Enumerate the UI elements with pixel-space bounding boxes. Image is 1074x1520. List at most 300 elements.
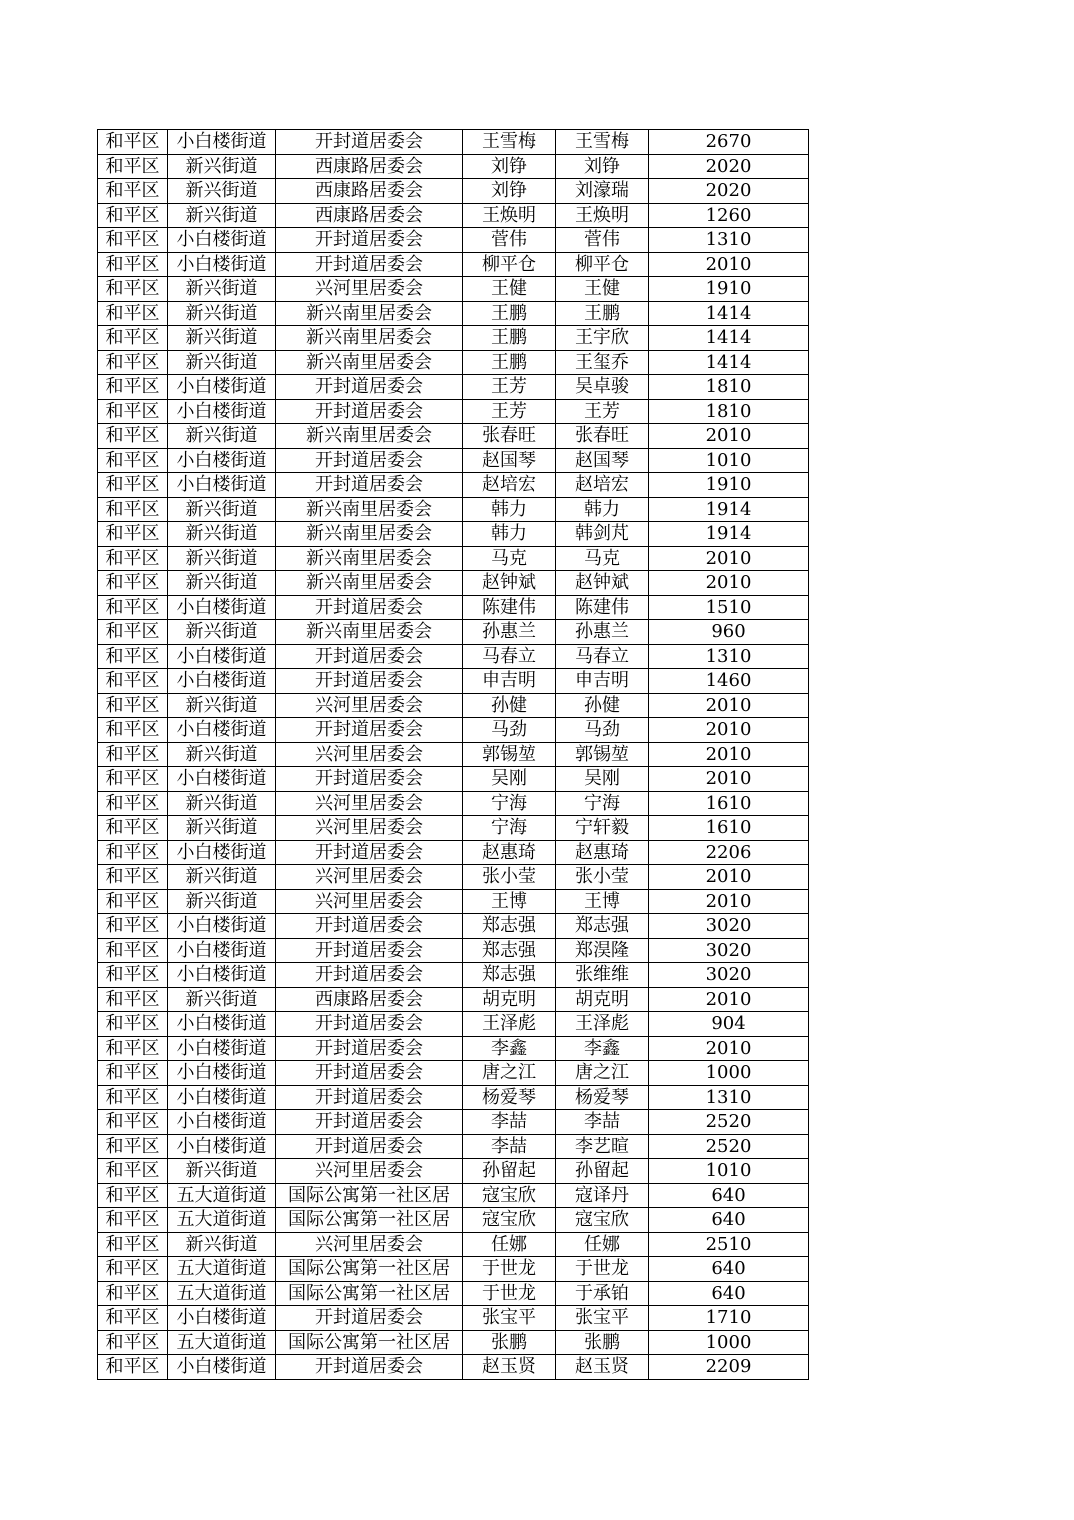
amount-cell: 1414 <box>649 350 809 375</box>
street-cell: 小白楼街道 <box>168 669 276 694</box>
amount-cell: 640 <box>649 1208 809 1233</box>
committee-cell: 开封道居委会 <box>276 399 463 424</box>
applicant-cell: 于世龙 <box>463 1281 556 1306</box>
street-cell: 小白楼街道 <box>168 375 276 400</box>
member-cell: 韩剑芃 <box>556 522 649 547</box>
applicant-cell: 宁海 <box>463 816 556 841</box>
district-cell: 和平区 <box>98 693 168 718</box>
member-cell: 马劲 <box>556 718 649 743</box>
committee-cell: 新兴南里居委会 <box>276 571 463 596</box>
amount-cell: 2520 <box>649 1110 809 1135</box>
street-cell: 新兴街道 <box>168 522 276 547</box>
district-cell: 和平区 <box>98 1281 168 1306</box>
district-cell: 和平区 <box>98 595 168 620</box>
street-cell: 小白楼街道 <box>168 1036 276 1061</box>
table-row <box>98 1281 809 1306</box>
street-cell: 小白楼街道 <box>168 448 276 473</box>
district-cell: 和平区 <box>98 718 168 743</box>
committee-cell: 新兴南里居委会 <box>276 620 463 645</box>
applicant-cell: 韩力 <box>463 522 556 547</box>
amount-cell: 2010 <box>649 1036 809 1061</box>
committee-cell: 新兴南里居委会 <box>276 497 463 522</box>
amount-cell: 2010 <box>649 571 809 596</box>
table-row <box>98 571 809 596</box>
table-row <box>98 228 809 253</box>
amount-cell: 2010 <box>649 742 809 767</box>
committee-cell: 兴河里居委会 <box>276 742 463 767</box>
member-cell: 王鹏 <box>556 301 649 326</box>
table-row <box>98 620 809 645</box>
amount-cell: 960 <box>649 620 809 645</box>
street-cell: 小白楼街道 <box>168 399 276 424</box>
district-cell: 和平区 <box>98 1159 168 1184</box>
committee-cell: 兴河里居委会 <box>276 865 463 890</box>
table-row <box>98 1159 809 1184</box>
member-cell: 张宝平 <box>556 1306 649 1331</box>
committee-cell: 开封道居委会 <box>276 375 463 400</box>
applicant-cell: 申吉明 <box>463 669 556 694</box>
street-cell: 新兴街道 <box>168 889 276 914</box>
committee-cell: 开封道居委会 <box>276 644 463 669</box>
street-cell: 新兴街道 <box>168 203 276 228</box>
committee-cell: 开封道居委会 <box>276 473 463 498</box>
street-cell: 新兴街道 <box>168 620 276 645</box>
applicant-cell: 柳平仓 <box>463 252 556 277</box>
member-cell: 宁海 <box>556 791 649 816</box>
table-row <box>98 1134 809 1159</box>
applicant-cell: 郭锡堃 <box>463 742 556 767</box>
committee-cell: 开封道居委会 <box>276 130 463 155</box>
applicant-cell: 马春立 <box>463 644 556 669</box>
applicant-cell: 张宝平 <box>463 1306 556 1331</box>
committee-cell: 兴河里居委会 <box>276 1232 463 1257</box>
committee-cell: 新兴南里居委会 <box>276 350 463 375</box>
table-row <box>98 252 809 277</box>
street-cell: 新兴街道 <box>168 742 276 767</box>
amount-cell: 1414 <box>649 326 809 351</box>
amount-cell: 1510 <box>649 595 809 620</box>
applicant-cell: 李喆 <box>463 1110 556 1135</box>
table-row <box>98 1110 809 1135</box>
street-cell: 新兴街道 <box>168 350 276 375</box>
applicant-cell: 王鹏 <box>463 301 556 326</box>
committee-cell: 开封道居委会 <box>276 718 463 743</box>
amount-cell: 1310 <box>649 644 809 669</box>
street-cell: 五大道街道 <box>168 1183 276 1208</box>
committee-cell: 开封道居委会 <box>276 1306 463 1331</box>
district-cell: 和平区 <box>98 1232 168 1257</box>
table-row <box>98 693 809 718</box>
amount-cell: 3020 <box>649 914 809 939</box>
street-cell: 小白楼街道 <box>168 963 276 988</box>
street-cell: 小白楼街道 <box>168 644 276 669</box>
member-cell: 王芳 <box>556 399 649 424</box>
amount-cell: 2020 <box>649 179 809 204</box>
amount-cell: 2670 <box>649 130 809 155</box>
table-row <box>98 1183 809 1208</box>
district-cell: 和平区 <box>98 301 168 326</box>
table-row <box>98 473 809 498</box>
committee-cell: 新兴南里居委会 <box>276 326 463 351</box>
district-cell: 和平区 <box>98 1257 168 1282</box>
amount-cell: 2020 <box>649 154 809 179</box>
district-cell: 和平区 <box>98 473 168 498</box>
committee-cell: 国际公寓第一社区居 <box>276 1208 463 1233</box>
committee-cell: 兴河里居委会 <box>276 889 463 914</box>
committee-cell: 国际公寓第一社区居 <box>276 1281 463 1306</box>
amount-cell: 2010 <box>649 889 809 914</box>
district-cell: 和平区 <box>98 767 168 792</box>
applicant-cell: 胡克明 <box>463 987 556 1012</box>
member-cell: 韩力 <box>556 497 649 522</box>
street-cell: 五大道街道 <box>168 1281 276 1306</box>
district-cell: 和平区 <box>98 130 168 155</box>
amount-cell: 1460 <box>649 669 809 694</box>
committee-cell: 新兴南里居委会 <box>276 301 463 326</box>
applicant-cell: 赵国琴 <box>463 448 556 473</box>
street-cell: 小白楼街道 <box>168 1085 276 1110</box>
member-cell: 柳平仓 <box>556 252 649 277</box>
street-cell: 小白楼街道 <box>168 718 276 743</box>
street-cell: 新兴街道 <box>168 301 276 326</box>
table-row <box>98 963 809 988</box>
applicant-cell: 王泽彪 <box>463 1012 556 1037</box>
committee-cell: 兴河里居委会 <box>276 1159 463 1184</box>
amount-cell: 1810 <box>649 399 809 424</box>
table-row <box>98 987 809 1012</box>
district-cell: 和平区 <box>98 938 168 963</box>
table-row <box>98 644 809 669</box>
committee-cell: 开封道居委会 <box>276 448 463 473</box>
table-row <box>98 277 809 302</box>
street-cell: 新兴街道 <box>168 693 276 718</box>
street-cell: 新兴街道 <box>168 277 276 302</box>
table-row <box>98 1012 809 1037</box>
street-cell: 小白楼街道 <box>168 228 276 253</box>
street-cell: 小白楼街道 <box>168 1110 276 1135</box>
amount-cell: 904 <box>649 1012 809 1037</box>
amount-cell: 1414 <box>649 301 809 326</box>
applicant-cell: 郑志强 <box>463 963 556 988</box>
district-cell: 和平区 <box>98 424 168 449</box>
committee-cell: 兴河里居委会 <box>276 816 463 841</box>
applicant-cell: 马劲 <box>463 718 556 743</box>
district-cell: 和平区 <box>98 791 168 816</box>
district-cell: 和平区 <box>98 620 168 645</box>
committee-cell: 开封道居委会 <box>276 1110 463 1135</box>
table-row <box>98 865 809 890</box>
member-cell: 赵钟斌 <box>556 571 649 596</box>
district-cell: 和平区 <box>98 840 168 865</box>
member-cell: 宁轩毅 <box>556 816 649 841</box>
district-cell: 和平区 <box>98 1110 168 1135</box>
applicant-cell: 张春旺 <box>463 424 556 449</box>
table-row <box>98 130 809 155</box>
street-cell: 小白楼街道 <box>168 1355 276 1380</box>
applicant-cell: 赵培宏 <box>463 473 556 498</box>
table-row <box>98 375 809 400</box>
street-cell: 新兴街道 <box>168 987 276 1012</box>
table-row <box>98 742 809 767</box>
district-cell: 和平区 <box>98 375 168 400</box>
district-cell: 和平区 <box>98 571 168 596</box>
amount-cell: 1610 <box>649 791 809 816</box>
applicant-cell: 菅伟 <box>463 228 556 253</box>
applicant-cell: 孙健 <box>463 693 556 718</box>
committee-cell: 开封道居委会 <box>276 963 463 988</box>
member-cell: 李艺暄 <box>556 1134 649 1159</box>
table-row <box>98 1330 809 1355</box>
committee-cell: 国际公寓第一社区居 <box>276 1183 463 1208</box>
member-cell: 郭锡堃 <box>556 742 649 767</box>
committee-cell: 兴河里居委会 <box>276 277 463 302</box>
member-cell: 王博 <box>556 889 649 914</box>
district-cell: 和平区 <box>98 963 168 988</box>
street-cell: 新兴街道 <box>168 571 276 596</box>
amount-cell: 2010 <box>649 546 809 571</box>
applicant-cell: 杨爱琴 <box>463 1085 556 1110</box>
committee-cell: 开封道居委会 <box>276 1134 463 1159</box>
applicant-cell: 郑志强 <box>463 938 556 963</box>
amount-cell: 640 <box>649 1257 809 1282</box>
district-cell: 和平区 <box>98 742 168 767</box>
amount-cell: 2206 <box>649 840 809 865</box>
amount-cell: 1010 <box>649 448 809 473</box>
member-cell: 王宇欣 <box>556 326 649 351</box>
member-cell: 郑志强 <box>556 914 649 939</box>
member-cell: 吴卓骏 <box>556 375 649 400</box>
member-cell: 赵培宏 <box>556 473 649 498</box>
applicant-cell: 陈建伟 <box>463 595 556 620</box>
member-cell: 寇宝欣 <box>556 1208 649 1233</box>
member-cell: 杨爱琴 <box>556 1085 649 1110</box>
member-cell: 孙健 <box>556 693 649 718</box>
committee-cell: 开封道居委会 <box>276 1012 463 1037</box>
member-cell: 任娜 <box>556 1232 649 1257</box>
table-row <box>98 767 809 792</box>
committee-cell: 兴河里居委会 <box>276 693 463 718</box>
district-cell: 和平区 <box>98 1355 168 1380</box>
amount-cell: 1914 <box>649 497 809 522</box>
district-cell: 和平区 <box>98 1085 168 1110</box>
table-row <box>98 889 809 914</box>
amount-cell: 1310 <box>649 228 809 253</box>
member-cell: 于承铂 <box>556 1281 649 1306</box>
committee-cell: 国际公寓第一社区居 <box>276 1330 463 1355</box>
amount-cell: 1914 <box>649 522 809 547</box>
amount-cell: 1310 <box>649 1085 809 1110</box>
committee-cell: 兴河里居委会 <box>276 791 463 816</box>
applicant-cell: 王鹏 <box>463 326 556 351</box>
member-cell: 寇译丹 <box>556 1183 649 1208</box>
committee-cell: 开封道居委会 <box>276 1061 463 1086</box>
committee-cell: 开封道居委会 <box>276 840 463 865</box>
applicant-cell: 王芳 <box>463 399 556 424</box>
amount-cell: 3020 <box>649 938 809 963</box>
amount-cell: 2010 <box>649 693 809 718</box>
committee-cell: 新兴南里居委会 <box>276 546 463 571</box>
amount-cell: 640 <box>649 1281 809 1306</box>
committee-cell: 新兴南里居委会 <box>276 424 463 449</box>
member-cell: 陈建伟 <box>556 595 649 620</box>
member-cell: 胡克明 <box>556 987 649 1012</box>
amount-cell: 2010 <box>649 252 809 277</box>
table-row <box>98 595 809 620</box>
member-cell: 孙惠兰 <box>556 620 649 645</box>
street-cell: 新兴街道 <box>168 497 276 522</box>
applicant-cell: 寇宝欣 <box>463 1183 556 1208</box>
member-cell: 张维维 <box>556 963 649 988</box>
table-row <box>98 424 809 449</box>
member-cell: 赵玉贤 <box>556 1355 649 1380</box>
applicant-cell: 宁海 <box>463 791 556 816</box>
member-cell: 王泽彪 <box>556 1012 649 1037</box>
table-row <box>98 791 809 816</box>
applicant-cell: 刘铮 <box>463 154 556 179</box>
data-table <box>97 129 809 1380</box>
committee-cell: 西康路居委会 <box>276 987 463 1012</box>
district-cell: 和平区 <box>98 179 168 204</box>
amount-cell: 640 <box>649 1183 809 1208</box>
committee-cell: 开封道居委会 <box>276 228 463 253</box>
member-cell: 王焕明 <box>556 203 649 228</box>
street-cell: 小白楼街道 <box>168 1061 276 1086</box>
district-cell: 和平区 <box>98 399 168 424</box>
member-cell: 张鹏 <box>556 1330 649 1355</box>
member-cell: 于世龙 <box>556 1257 649 1282</box>
amount-cell: 1810 <box>649 375 809 400</box>
committee-cell: 西康路居委会 <box>276 179 463 204</box>
table-row <box>98 1355 809 1380</box>
member-cell: 王健 <box>556 277 649 302</box>
amount-cell: 1610 <box>649 816 809 841</box>
street-cell: 新兴街道 <box>168 1232 276 1257</box>
applicant-cell: 王博 <box>463 889 556 914</box>
table-row <box>98 1306 809 1331</box>
table-row <box>98 1257 809 1282</box>
street-cell: 小白楼街道 <box>168 130 276 155</box>
street-cell: 小白楼街道 <box>168 914 276 939</box>
applicant-cell: 孙留起 <box>463 1159 556 1184</box>
table-row <box>98 718 809 743</box>
table-row <box>98 179 809 204</box>
district-cell: 和平区 <box>98 644 168 669</box>
table-row <box>98 448 809 473</box>
street-cell: 新兴街道 <box>168 865 276 890</box>
applicant-cell: 郑志强 <box>463 914 556 939</box>
applicant-cell: 王健 <box>463 277 556 302</box>
amount-cell: 2010 <box>649 865 809 890</box>
member-cell: 马克 <box>556 546 649 571</box>
committee-cell: 开封道居委会 <box>276 252 463 277</box>
applicant-cell: 赵惠琦 <box>463 840 556 865</box>
table-row <box>98 326 809 351</box>
amount-cell: 3020 <box>649 963 809 988</box>
amount-cell: 2010 <box>649 767 809 792</box>
committee-cell: 开封道居委会 <box>276 1085 463 1110</box>
district-cell: 和平区 <box>98 1330 168 1355</box>
amount-cell: 1910 <box>649 277 809 302</box>
amount-cell: 1710 <box>649 1306 809 1331</box>
district-cell: 和平区 <box>98 448 168 473</box>
street-cell: 小白楼街道 <box>168 840 276 865</box>
applicant-cell: 赵钟斌 <box>463 571 556 596</box>
committee-cell: 开封道居委会 <box>276 914 463 939</box>
district-cell: 和平区 <box>98 1061 168 1086</box>
applicant-cell: 于世龙 <box>463 1257 556 1282</box>
committee-cell: 开封道居委会 <box>276 767 463 792</box>
table-row <box>98 816 809 841</box>
applicant-cell: 王芳 <box>463 375 556 400</box>
street-cell: 小白楼街道 <box>168 1012 276 1037</box>
amount-cell: 2010 <box>649 424 809 449</box>
committee-cell: 新兴南里居委会 <box>276 522 463 547</box>
table-row <box>98 1208 809 1233</box>
district-cell: 和平区 <box>98 816 168 841</box>
street-cell: 新兴街道 <box>168 179 276 204</box>
amount-cell: 1010 <box>649 1159 809 1184</box>
applicant-cell: 赵玉贤 <box>463 1355 556 1380</box>
applicant-cell: 韩力 <box>463 497 556 522</box>
committee-cell: 开封道居委会 <box>276 595 463 620</box>
member-cell: 赵惠琦 <box>556 840 649 865</box>
street-cell: 小白楼街道 <box>168 938 276 963</box>
member-cell: 郑淏隆 <box>556 938 649 963</box>
table-row <box>98 154 809 179</box>
district-cell: 和平区 <box>98 522 168 547</box>
amount-cell: 1000 <box>649 1330 809 1355</box>
applicant-cell: 吴刚 <box>463 767 556 792</box>
committee-cell: 西康路居委会 <box>276 154 463 179</box>
amount-cell: 1910 <box>649 473 809 498</box>
table-row <box>98 203 809 228</box>
district-cell: 和平区 <box>98 1183 168 1208</box>
table-row <box>98 1085 809 1110</box>
table-row <box>98 546 809 571</box>
applicant-cell: 王雪梅 <box>463 130 556 155</box>
table-row <box>98 669 809 694</box>
district-cell: 和平区 <box>98 669 168 694</box>
district-cell: 和平区 <box>98 865 168 890</box>
district-cell: 和平区 <box>98 546 168 571</box>
district-cell: 和平区 <box>98 1012 168 1037</box>
applicant-cell: 张鹏 <box>463 1330 556 1355</box>
table-row <box>98 1061 809 1086</box>
street-cell: 五大道街道 <box>168 1330 276 1355</box>
applicant-cell: 王鹏 <box>463 350 556 375</box>
street-cell: 小白楼街道 <box>168 252 276 277</box>
street-cell: 小白楼街道 <box>168 1134 276 1159</box>
district-cell: 和平区 <box>98 252 168 277</box>
member-cell: 王玺乔 <box>556 350 649 375</box>
committee-cell: 开封道居委会 <box>276 938 463 963</box>
table-row <box>98 399 809 424</box>
street-cell: 小白楼街道 <box>168 767 276 792</box>
district-cell: 和平区 <box>98 1134 168 1159</box>
street-cell: 五大道街道 <box>168 1257 276 1282</box>
member-cell: 张春旺 <box>556 424 649 449</box>
street-cell: 小白楼街道 <box>168 473 276 498</box>
applicant-cell: 马克 <box>463 546 556 571</box>
table-row <box>98 350 809 375</box>
street-cell: 新兴街道 <box>168 816 276 841</box>
street-cell: 小白楼街道 <box>168 1306 276 1331</box>
table-row <box>98 1232 809 1257</box>
district-cell: 和平区 <box>98 228 168 253</box>
street-cell: 五大道街道 <box>168 1208 276 1233</box>
member-cell: 马春立 <box>556 644 649 669</box>
member-cell: 李鑫 <box>556 1036 649 1061</box>
